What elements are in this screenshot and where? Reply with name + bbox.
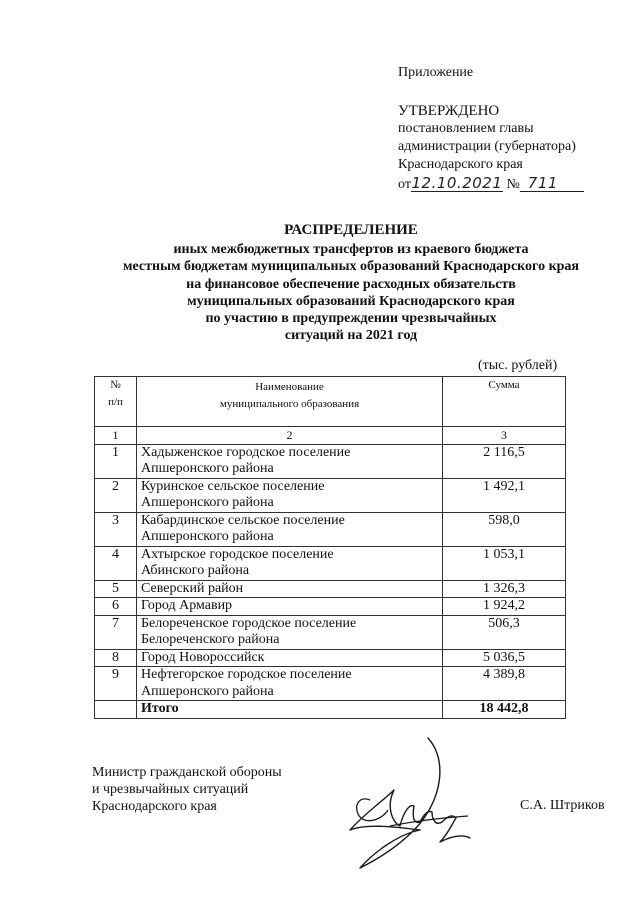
decree-date-line [398,175,618,194]
signatory-name: С.А. Штриков [520,798,605,813]
header-number [95,377,137,427]
header-name-line-2: муниципального образования [219,397,360,410]
approval-line-1: постановлением главы [398,121,534,136]
row-name [137,667,443,701]
approval-line-3: Краснодарского края [398,157,523,172]
title-line-2: местным бюджетам муниципальных образований Краснодарского края [123,259,579,275]
table-row [95,444,566,478]
row-number: 6 [95,598,137,616]
title-main: РАСПРЕДЕЛЕНИЕ [284,222,418,238]
row-name-line-1: Куринское сельское поселение [141,478,325,494]
row-sum: 598,0 [443,512,566,546]
row-name-line-2: Апшеронского района [141,495,274,510]
units-label: (тыс. рублей) [478,358,558,373]
row-sum: 1 053,1 [443,546,566,580]
total-sum: 18 442,8 [443,701,566,719]
signatory-position [92,764,282,815]
row-name-line-2: Апшеронского района [141,683,274,699]
row-name-line-1: Белореченское городское поселение [141,615,357,631]
header-number-line-2: п/п [108,395,123,408]
header-name [137,377,443,427]
row-name-line-2: Апшеронского района [141,529,274,544]
approval-line-2: администрации (губернатора) [398,139,576,154]
row-sum: 1 924,2 [443,598,566,616]
table-row [95,580,566,598]
row-sum: 2 116,5 [443,444,566,478]
header-number-line-1: № [110,379,121,391]
row-number: 5 [95,580,137,598]
table-header-row [95,377,566,427]
title-line-1: иных межбюджетных трансфертов из краевого бюджета [173,242,529,258]
row-name [137,546,443,580]
row-number: 7 [95,615,137,649]
table-row [95,649,566,667]
number-prefix: № [506,177,520,192]
row-number: 9 [95,667,137,701]
row-name-line-2: Белореченского района [141,632,280,647]
approved-label: УТВЕРЖДЕНО [398,103,500,119]
row-name: Город Новороссийск [137,649,443,667]
header-name-line-1: Наименование [255,381,324,393]
table-row [95,598,566,616]
row-name-line-1: Нефтегорское городское поселение [141,667,352,682]
signatory-line-2: и чрезвычайных ситуаций [92,782,249,797]
row-number: 1 [95,444,137,478]
appendix-label: Приложение [398,65,474,80]
row-sum: 1 326,3 [443,580,566,598]
row-sum: 506,3 [443,615,566,649]
row-name-line-1: Ахтырское городское поселение [141,546,334,562]
row-number: 4 [95,546,137,580]
row-sum: 5 036,5 [443,649,566,667]
decree-date: 12.10.2021 [411,174,503,192]
total-row [95,701,566,719]
column-number-3: 3 [443,427,566,445]
decree-number: 711 [520,175,584,192]
total-empty-cell [95,701,137,719]
row-name-line-1: Хадыженское городское поселение [141,444,351,460]
row-name: Город Армавир [137,598,443,616]
row-name-line-2: Абинского района [141,563,250,578]
title-line-4: муниципальных образований Краснодарского края [187,293,515,309]
row-name-line-1: Кабардинское сельское поселение [141,512,345,528]
total-label: Итого [137,701,443,719]
table-row [95,478,566,512]
signatory-line-1: Министр гражданской обороны [92,765,282,780]
table-row [95,667,566,701]
column-numbers-row [95,427,566,445]
row-number: 8 [95,649,137,667]
table-row [95,615,566,649]
column-number-2: 2 [137,427,443,445]
approval-block [398,64,618,194]
row-sum: 4 389,8 [443,667,566,701]
signatory-line-3: Краснодарского края [92,799,217,814]
row-name [137,615,443,649]
header-sum: Сумма [443,377,566,427]
handwritten-signature [330,730,490,880]
row-name [137,444,443,478]
table-row [95,546,566,580]
title-line-3: на финансовое обеспечение расходных обязательств [186,276,516,292]
table-row [95,512,566,546]
title-line-5: по участию в предупреждении чрезвычайных [205,311,497,327]
row-name: Северский район [137,580,443,598]
title-line-6: ситуаций на 2021 год [284,328,418,344]
row-name [137,478,443,512]
document-title [60,222,640,344]
distribution-table [94,376,566,719]
row-sum: 1 492,1 [443,478,566,512]
date-prefix: от [398,177,411,192]
row-number: 2 [95,478,137,512]
row-name-line-2: Апшеронского района [141,461,274,476]
row-number: 3 [95,512,137,546]
column-number-1: 1 [95,427,137,445]
row-name [137,512,443,546]
